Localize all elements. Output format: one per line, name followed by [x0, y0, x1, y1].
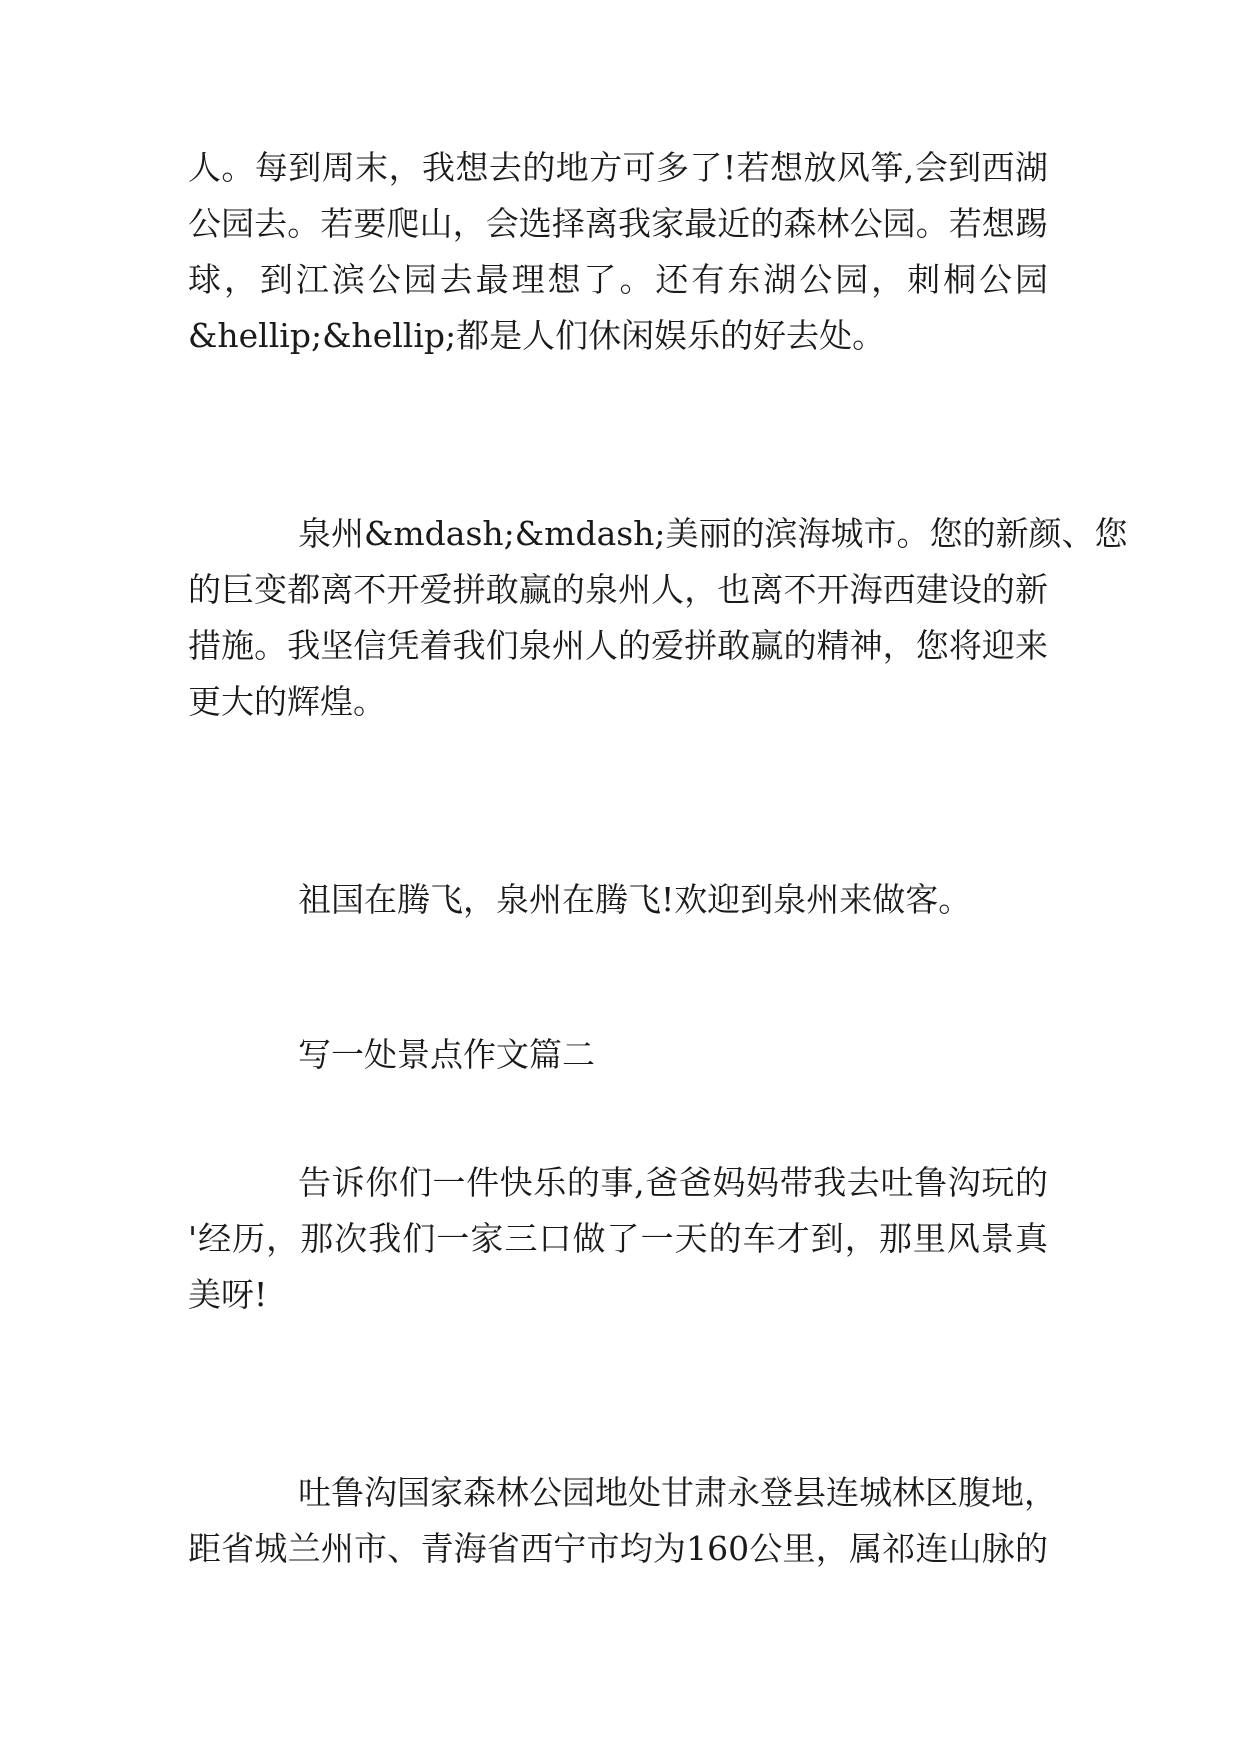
paragraph-line: 的巨变都离不开爱拼敢赢的泉州人，也离不开海西建设的新 [188, 570, 1048, 609]
section-heading: 写一处景点作文篇二 [298, 1035, 595, 1074]
paragraph-line: 人。每到周末，我想去的地方可多了!若想放风筝,会到西湖 [188, 148, 1048, 187]
paragraph-line: '经历，那次我们一家三口做了一天的车才到，那里风景真 [188, 1219, 1048, 1258]
paragraph-line: 球，到江滨公园去最理想了。还有东湖公园，刺桐公园 [188, 260, 1048, 299]
paragraph-line: 祖国在腾飞，泉州在腾飞!欢迎到泉州来做客。 [298, 880, 972, 919]
paragraph-line: 距省城兰州市、青海省西宁市均为160公里，属祁连山脉的 [188, 1529, 1048, 1568]
paragraph-line: 措施。我坚信凭着我们泉州人的爱拼敢赢的精神，您将迎来 [188, 626, 1048, 665]
paragraph-line: 泉州&mdash;&mdash;美丽的滨海城市。您的新颜、您 [298, 514, 1128, 553]
paragraph-line: 更大的辉煌。 [188, 682, 386, 721]
paragraph-line: &hellip;&hellip;都是人们休闲娱乐的好去处。 [188, 316, 886, 355]
paragraph-line: 告诉你们一件快乐的事,爸爸妈妈带我去吐鲁沟玩的 [298, 1163, 1048, 1202]
paragraph-line: 公园去。若要爬山，会选择离我家最近的森林公园。若想踢 [188, 204, 1048, 243]
paragraph-line: 美呀! [188, 1275, 268, 1314]
paragraph-line: 吐鲁沟国家森林公园地处甘肃永登县连城林区腹地， [298, 1473, 1057, 1512]
